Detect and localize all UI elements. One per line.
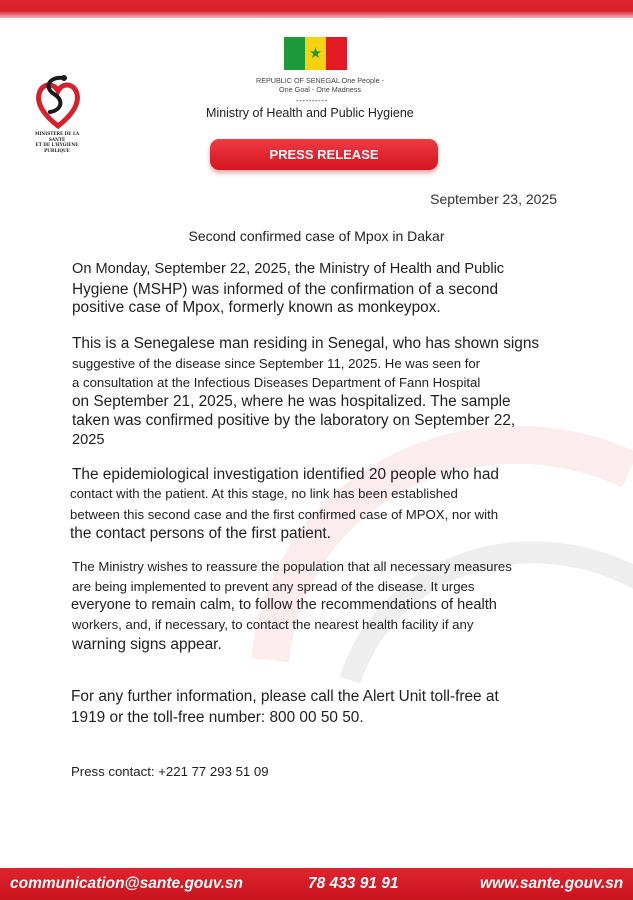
- motto-line2: One Goal - One Madness: [279, 85, 361, 94]
- header-separator: ----------: [296, 96, 328, 105]
- ministry-logo: [26, 74, 88, 153]
- senegal-flag: [284, 37, 347, 70]
- republic-motto: [250, 76, 390, 94]
- heart-serpent-icon: [34, 74, 82, 130]
- paragraph-4-line-5: warning signs appear.: [72, 636, 222, 653]
- top-red-bar: [0, 0, 633, 18]
- footer-phone: 78 433 91 91: [308, 875, 399, 892]
- logo-text-line2: ET DE L'HYGIÈNE PUBLIQUE: [35, 142, 79, 153]
- press-release-banner: PRESS RELEASE: [210, 139, 438, 170]
- paragraph-1-line-2: Hygiene (MSHP) was informed of the confirmation of a second: [72, 281, 499, 298]
- footer-website-link[interactable]: www.sante.gouv.sn: [480, 875, 624, 892]
- logo-text-line1: MINISTÈRE DE LA SANTÉ: [34, 131, 80, 142]
- ministry-name: Ministry of Health and Public Hygiene: [206, 106, 414, 120]
- paragraph-3-line-1: The epidemiological investigation identified 20 people who had: [72, 466, 499, 483]
- paragraph-5-line-2: 1919 or the toll-free number: 800 00 50 50.: [71, 709, 364, 726]
- paragraph-3-line-3: between this second case and the first confirmed case of MPOX, nor with: [70, 507, 499, 522]
- paragraph-3-line-4: the contact persons of the first patient.: [70, 525, 331, 542]
- motto-line1: REPUBLIC OF SENEGAL One People -: [256, 76, 384, 85]
- star-icon: ★: [308, 43, 323, 62]
- paragraph-1-line-3: positive case of Mpox, formerly known as monkeypox.: [72, 299, 441, 316]
- paragraph-3-line-2: contact with the patient. At this stage, no link has been established: [70, 486, 458, 501]
- press-contact: Press contact: +221 77 293 51 09: [71, 764, 269, 779]
- release-title: Second confirmed case of Mpox in Dakar: [188, 228, 445, 244]
- paragraph-4-line-3: everyone to remain calm, to follow the recommendations of health: [71, 597, 497, 613]
- paragraph-2-line-4: on September 21, 2025, where he was hospitalized. The sample: [72, 393, 511, 410]
- release-date: September 23, 2025: [430, 191, 557, 207]
- paragraph-4-line-4: workers, and, if necessary, to contact the nearest health facility if any: [72, 617, 474, 632]
- paragraph-4-line-1: The Ministry wishes to reassure the population that all necessary measures: [72, 559, 512, 574]
- paragraph-2-line-6: 2025: [72, 432, 105, 448]
- paragraph-2-line-3: a consultation at the Infectious Diseases Department of Fann Hospital: [72, 375, 481, 390]
- paragraph-1-line-1: On Monday, September 22, 2025, the Ministry of Health and Public: [72, 261, 505, 277]
- paragraph-5-line-1: For any further information, please call the Alert Unit toll-free at: [71, 688, 499, 705]
- paragraph-4-line-2: are being implemented to prevent any spread of the disease. It urges: [72, 579, 475, 594]
- paragraph-2-line-5: taken was confirmed positive by the laboratory on September 22,: [72, 412, 516, 429]
- footer-email-link[interactable]: communication@sante.gouv.sn: [10, 875, 244, 892]
- footer-bar: [0, 868, 633, 900]
- paragraph-2-line-1: This is a Senegalese man residing in Senegal, who has shown signs: [72, 335, 540, 352]
- paragraph-2-line-2: suggestive of the disease since September 11, 2025. He was seen for: [72, 356, 481, 371]
